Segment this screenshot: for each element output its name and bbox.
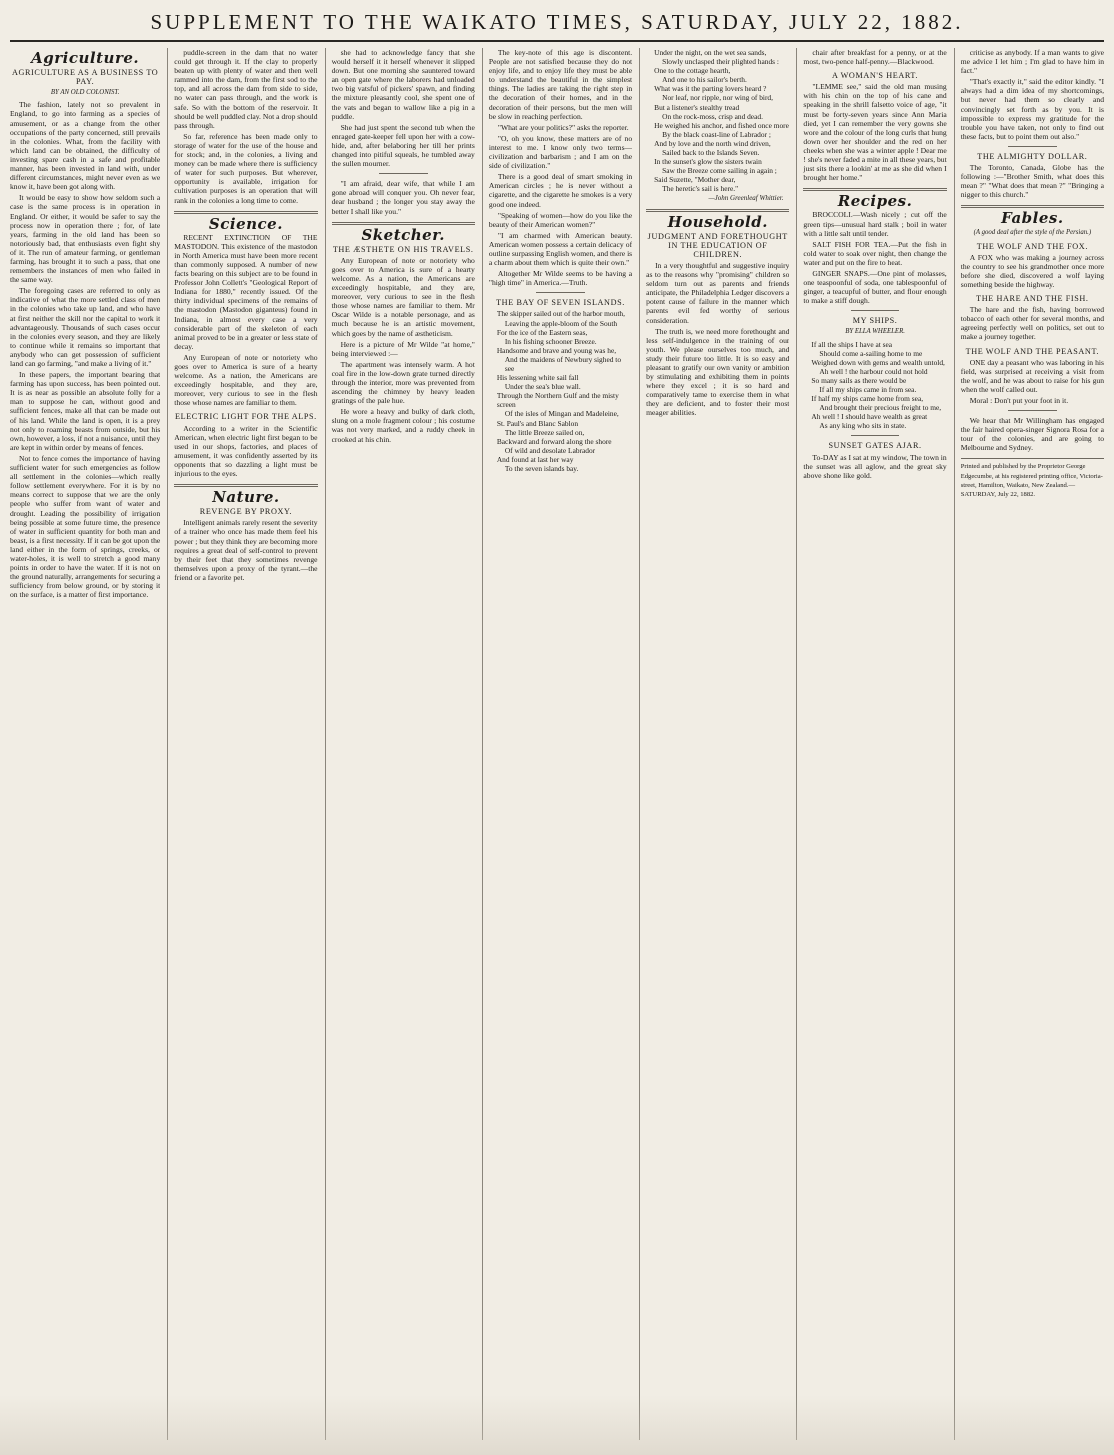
poem — [646, 48, 789, 194]
article-title: THE ALMIGHTY DOLLAR. — [977, 151, 1088, 161]
column-5 — [639, 48, 789, 1440]
article-title: SUNSET GATES AJAR. — [828, 441, 922, 451]
poem-line: The skipper sailed out of the harbor mouth, — [496, 309, 625, 319]
poem-line: To the seven islands bay. — [504, 464, 579, 474]
columns — [10, 48, 1104, 1440]
masthead: SUPPLEMENT TO THE WAIKATO TIMES, SATURDAY, JULY 22, 1882. — [10, 6, 1104, 42]
paragraph: In these papers, the important bearing that farming has upon success, has been pointed out. It is as near as possible an absolute folly for a man to suppose he can, without good and sufficient fences, make all that can be made out of his land. While the land is open, it is a prey not only to roaming beasts from outside, but his own, however, a loss, if not a nuisance, until they are kept in within order by means of fences. — [10, 370, 161, 452]
poem-line: Of the isles of Mingan and Madeleine, — [504, 409, 619, 419]
paragraph: "That's exactly it," said the editor kindly. "I always had a dim idea of my shortcomings, but never had them so clearly and convincingly set forth as by you. It is impossible to express my gratitude for the trouble you have taken, not only to find out these facts, but to point them out also." — [960, 77, 1104, 141]
paragraph: "I am afraid, dear wife, that while I am gone abroad will conquer you. Oh never fear, dear husband ; the longer you stay away the better I shall like you." — [331, 179, 475, 216]
poem-line: Of wild and desolate Labrador — [504, 445, 596, 455]
paragraph: "Speaking of women—how do you like the beauty of their American women?" — [488, 210, 633, 229]
column-6 — [796, 48, 946, 1440]
divider — [646, 209, 789, 212]
poem — [489, 309, 632, 473]
column-1 — [10, 48, 160, 1440]
paragraph: ONE day a peasant who was laboring in his field, was surprised at receiving a visit from the wolf, and he was about to raise for his gun when the wolf called out. — [960, 357, 1104, 394]
paragraph: There is a good deal of smart smoking in American circles ; he is never without a cigarette, and the cigarette he smokes is a very good one indeed. — [488, 172, 633, 209]
article-title: A WOMAN'S HEART. — [832, 71, 919, 81]
section-sketcher: Sketcher. — [361, 225, 445, 244]
poem-line: And the maidens of Newbury sighed to see — [504, 354, 622, 373]
poem-line: Backward and forward along the shore — [496, 436, 612, 446]
paragraph: RECENT EXTINCTION OF THE MASTODON. This existence of the mastodon in North America must have been more recent than commonly supposed. A number of new facts bearing on this subject are to be found in Professor John Collett's "Geological Report of Indiana for 1880," recently issued. Of the thirty individual specimens of the remains of the mastodon (Mastodon giganteus) found in Indiana, in almost every case a very considerable part of the skeleton of each animal proved to be in a greater or less state of decay. — [174, 232, 318, 351]
paragraph: It would be easy to show how seldom such a case is the same process is in operation in England. Or either, it would be safer to say the process now in operation there ; for, of late years, farming in the old land has been so notoriously bad, that enthusiasts even fight shy of it. The run of amateur farming, or gentleman farming, has brought it to such a pass, that one remembers the instances of men who failed in the same way. — [10, 193, 161, 285]
column-2 — [167, 48, 317, 1440]
poem-line: Handsome and brave and young was he, — [496, 345, 617, 355]
poem-line: And found at last her way — [496, 454, 574, 464]
article-title: REVENGE BY PROXY. — [199, 507, 293, 517]
paragraph: "LEMME see," said the old man musing with his chin on the top of his cane and speaking in the shrill falsetto voice of age, "it must be forty-seven years since Ann Maria died, yet I can remember the very gowns she wore and the colour of the long curls that hung down over her shoulder and the red on her cheeks when she was a winter apple ! Dear me ! she's never faded a mite in all these years, but just sits there a lookin' at me as she did when I brought her home." — [803, 82, 947, 183]
poem-line: By the black coast-line of Labrador ; — [662, 129, 771, 139]
poem-line: And brought their precious freight to me, — [819, 403, 942, 413]
poem-line: His lessening white sail fall — [496, 373, 579, 383]
poem-title: MY SHIPS. — [852, 316, 898, 326]
rule — [851, 310, 900, 311]
paragraph: The hare and the fish, having borrowed tobacco of each other for several months, and agreeing perfectly well on politics, set out to make a journey together. — [960, 305, 1104, 342]
paragraph: Altogether Mr Wilde seems to be having a "high time" in America.—Truth. — [488, 269, 633, 288]
paragraph: He wore a heavy and bulky of dark cloth, slung on a mole fragment colour ; his costume was not very marked, and a ruddy cheek in crooked at his chin. — [331, 407, 475, 444]
poem-line: In the sunset's glow the sisters twain — [654, 157, 762, 167]
divider — [961, 205, 1104, 208]
rule — [851, 435, 900, 436]
paragraph: "O, oh you know, these matters are of no interest to me. I know only two terms—civilization and barbarism ; and I am on the side of civilization." — [488, 133, 633, 171]
paragraph: puddle-screen in the dam that no water could get through it. If the clay to properly beaten up with plenty of water and then well rammed into the dam, from the first sod to the top, and all across the dam from side to side, no water can pass through, and the work is safe. So with the bottom of the reservoir. It should be well puddled clay. Not a drop should pass through. — [174, 48, 318, 130]
poem-line: Saw the Breeze come sailing in again ; — [662, 166, 777, 176]
article-title: THE ÆSTHETE ON HIS TRAVELS. — [332, 244, 474, 254]
paragraph: The Toronto, Canada, Globe has the following :—"Brother Smith, what does this mean ?" "What does that mean ?" "Bringing a nigger to this church." — [960, 163, 1104, 200]
paragraph: Here is a picture of Mr Wilde "at home," being interviewed :— — [331, 339, 475, 358]
poem-line: The heretic's sail is here." — [662, 184, 739, 194]
paragraph: She had just spent the second tub when the enraged gate-keeper fell upon her with a cow-hide, and, after belaboring her till her prints changed into pitiful squeals, he tumbled away the sullen mourner. — [331, 122, 475, 169]
poem-line: So many sails as there would be — [811, 375, 907, 385]
paragraph: GINGER SNAPS.—One pint of molasses, one teaspoonful of soda, one tablespoonful of ginger, a teacupful of butter, and flour enough to make a stiff dough. — [803, 268, 947, 306]
poem — [803, 340, 946, 431]
poem-line: Ah well ! I should have wealth as great — [811, 412, 928, 422]
poem-line: If all the ships I have at sea — [811, 339, 893, 349]
poem-line: As any king who sits in state. — [819, 421, 907, 431]
divider — [174, 484, 317, 487]
poem-line: And one to his sailor's berth. — [662, 75, 747, 85]
paragraph: The foregoing cases are referred to only as indicative of what the more settled class of men in the colonies who take up land, and who have at first neither the skill nor the capital to work it advantageously. Thousands of such cases occur in the colonies every season, and they are likely to continue while it remains so important that anybody who can get possession of sufficient land can go farming, "and make a living of it." — [10, 286, 161, 368]
paragraph: According to a writer in the Scientific American, when electric light first began to be used in our shops, factories, and places of amusement, it was confidently asserted by its opponents that so dazzling a light must be injurious to the eyes. — [174, 423, 318, 479]
article-title: JUDGMENT AND FORETHOUGHT IN THE EDUCATION OF CHILDREN. — [647, 231, 788, 259]
poem-signature: —John Greenleaf Whittier. — [708, 193, 784, 202]
section-fables: Fables. — [1001, 209, 1064, 228]
paragraph: BROCCOLI.—Wash nicely ; cut off the green tips—unusual hard stalk ; boil in water with a little salt until tender. — [803, 210, 947, 238]
poem-line: Should come a-sailing home to me — [819, 348, 923, 358]
poem-line: Said Suzette, "Mother dear, — [654, 175, 736, 185]
article-title: THE HARE AND THE FISH. — [976, 294, 1089, 304]
paragraph: The apartment was intensely warm. A hot coal fire in the low-down grate turned directly through the interior, more was prevented from ascending the chimney by heavy leaden gratings of the pale hue. — [331, 359, 475, 406]
paragraph: So far, reference has been made only to storage of water for the use of the house and for stock; and, in the colonies, a living and money can be made where there is sufficiency of water for such purposes. But wherever, opportunity is available, irrigation for cultivation purposes is an operation that will rank in the colonies a long time to come. — [174, 131, 318, 205]
section-recipes: Recipes. — [837, 192, 913, 211]
paragraph: A FOX who was making a journey across the country to see his grandmother once more before she died, discovered a wolf laying something beside the highway. — [960, 252, 1104, 289]
paragraph: We hear that Mr Willingham has engaged the fair haired opera-singer Signora Rosa for a tour of the colonies, and are going to Melbourne and Sydney. — [960, 416, 1104, 453]
poem-line: Through the Northern Gulf and the misty screen — [496, 391, 619, 410]
paragraph: The truth is, we need more forethought and less self-indulgence in the training of our youth. We please ourselves too much, and study their future too little. It is so easy and pleasant to gratify our own vanity or ambition by stimulating and exhibiting them in points where they excel ; it is so hard and comparatively tame to exercise them in what they are deficient, and to foster their most meager abilities. — [646, 326, 790, 418]
rule — [536, 292, 585, 293]
poem-line: Leaving the apple-bloom of the South — [504, 318, 618, 328]
byline: BY ELLA WHEELER. — [845, 328, 905, 336]
section-science: Science. — [208, 214, 283, 233]
divider — [332, 222, 475, 225]
poem-title: THE BAY OF SEVEN ISLANDS. — [496, 298, 625, 308]
poem-line: Under the sea's blue wall. — [504, 382, 581, 392]
article-title: THE WOLF AND THE PEASANT. — [965, 346, 1100, 356]
printer-imprint: Printed and published by the Proprietor George Edgecumbe, at his registered printing office, Victoria-street, Hamilton, Waikato, New Zealand.— SATURDAY, July 22, 1882. — [961, 458, 1104, 498]
paragraph: chair after breakfast for a penny, or at the most, two-pence half-penny.—Blackwood. — [803, 48, 947, 67]
article-title: AGRICULTURE AS A BUSINESS TO PAY. — [11, 68, 159, 87]
paragraph: "What are your politics?" asks the reporter. — [497, 122, 629, 132]
section-nature: Nature. — [212, 488, 280, 507]
paragraph: Intelligent animals rarely resent the severity of a trainer who once has made them feel his power ; but they think they are becoming more requires a great deal of self-control to prevent by their feet that they sometimes revenge themselves upon a proxy of the tyrant.—the friend or a favorite pet. — [174, 518, 318, 582]
paragraph: she had to acknowledge fancy that she would herself it it herself whenever it slipped down. But one morning she sauntered toward an open gate where the laborers had unloaded two big vatsful of pickers' spawn, and finding the mixture pleasantly cool, she spent one of the vats and began to wallow like a pig in a puddle. — [331, 48, 475, 121]
poem-line: What was it the parting lovers heard ? — [654, 84, 767, 94]
divider — [803, 188, 946, 191]
byline: BY AN OLD COLONIST. — [50, 89, 120, 97]
rule — [379, 173, 428, 174]
byline: (A good deal after the style of the Persian.) — [973, 228, 1092, 236]
column-3 — [325, 48, 475, 1440]
paragraph: Not to fence comes the importance of having sufficient water for such emergencies as follow all settlement in the colonies—which really follow settlement everywhere. For it is by no means correct to suppose that we are the only people who suffer from want of water and drought. Leading the possibility of irrigation being possible at some future time, the presence of water in sufficient quantity for both man and beast, is a first necessity. If it can be got upon the land either in the form of springs, creeks, or water-holes, it is well to stretch a good many points in order to have the water. If it is not on the ground naturally, arrangements for securing a sufficiency from below ground, or by storing it on the surface, is a matter of first importance. — [10, 453, 161, 600]
paragraph: Moral : Don't put your foot in it. — [969, 396, 1069, 405]
column-7 — [954, 48, 1104, 1440]
article-title: THE WOLF AND THE FOX. — [976, 241, 1088, 251]
paragraph: To-DAY as I sat at my window, The town in the sunset was all aglow, and the great sky above shone like gold. — [803, 452, 947, 480]
poem-line: The little Breeze sailed on, — [504, 427, 585, 437]
poem-line: For the ice of the Eastern seas, — [496, 327, 588, 337]
poem-line: One to the cottage hearth, — [654, 66, 731, 76]
section-household: Household. — [667, 212, 768, 231]
poem-line: If half my ships came home from sea, — [811, 394, 924, 404]
poem-line: And by love and the north wind driven, — [654, 138, 771, 148]
poem-line: St. Paul's and Blanc Sablon — [496, 418, 579, 428]
paragraph: The key-note of this age is discontent. People are not satisfied because they do not enjoy life, and to enjoy life they must be able to understand the beautiful in the simplest things. The ladies are taking the right step in the decoration of their homes, and in the decoration of their persons, but the men will be slow in reaching perfection. — [488, 48, 633, 121]
paragraph: The fashion, lately not so prevalent in England, to go into farming as a species of amusement, or as a change from the other occupations of the party concerned, still prevails in the colonies. What, from the facility with which land can be obtained, the difficulty of investing spare cash in a safe and profitable manner, has been invested in land with, under different circumstances, might never even as we know it, have been got along with. — [10, 100, 161, 192]
rule — [1008, 410, 1057, 411]
article-title: ELECTRIC LIGHT FOR THE ALPS. — [175, 412, 317, 422]
poem-line: He weighed his anchor, and fished once more — [654, 120, 789, 130]
poem-line: If all my ships came in from sea. — [819, 385, 917, 394]
poem-line: But a listener's stealthy tread — [654, 102, 740, 112]
divider — [174, 211, 317, 214]
poem-line: Nor leaf, nor ripple, nor wing of bird, — [662, 93, 773, 103]
column-4 — [482, 48, 632, 1440]
poem-line: Under the night, on the wet sea sands, — [654, 48, 767, 57]
paragraph: In a very thoughtful and suggestive inquiry as to the reasons why "promising" children so seldom turn out as parents and friends anticipate, the Philadelphia Ledger discovers a potent cause of failure in the manner which parents evil fed worthy of serious consideration. — [646, 260, 790, 325]
paragraph: SALT FISH FOR TEA.—Put the fish in cold water to soak over night, then change the water and put on the fire to heat. — [803, 239, 947, 267]
poem-line: Slowly unclasped their plighted hands : — [662, 57, 779, 67]
poem-line: Ah well ! the harbour could not hold — [819, 366, 928, 376]
paragraph: Any European of note or notoriety who goes over to America is sure of a hearty welcome. As a nation, the Americans are exceedingly hospitable, and they are, moreover, very curious to see in the flesh those whose names are familiar to them. — [174, 352, 318, 408]
paragraph: "I am charmed with American beauty. American women possess a certain delicacy of outline surpassing English women, and there is a charm about them which is quite their own." — [488, 230, 633, 268]
poem-line: In his fishing schooner Breeze. — [504, 336, 597, 346]
poem-line: Weighed down with gems and wealth untold, — [811, 357, 945, 367]
section-agriculture: Agriculture. — [31, 49, 140, 67]
poem-line: On the rock-moss, crisp and dead. — [662, 111, 763, 121]
paragraph: Any European of note or notoriety who goes over to America is sure of a hearty welcome. As a nation, the Americans are exceedingly hospitable, and they are, moreover, very curious to see in the flesh those whose names are familiar to them. Mr Oscar Wilde is a notable personage, and as much because he is an artistic movement, which goes by the name of æstheticism. — [331, 255, 475, 338]
paragraph: criticise as anybody. If a man wants to give me advice I let him ; I'm glad to have him in fact." — [960, 48, 1104, 76]
rule — [1008, 146, 1057, 147]
poem-line: Sailed back to the Islands Seven. — [662, 148, 760, 158]
